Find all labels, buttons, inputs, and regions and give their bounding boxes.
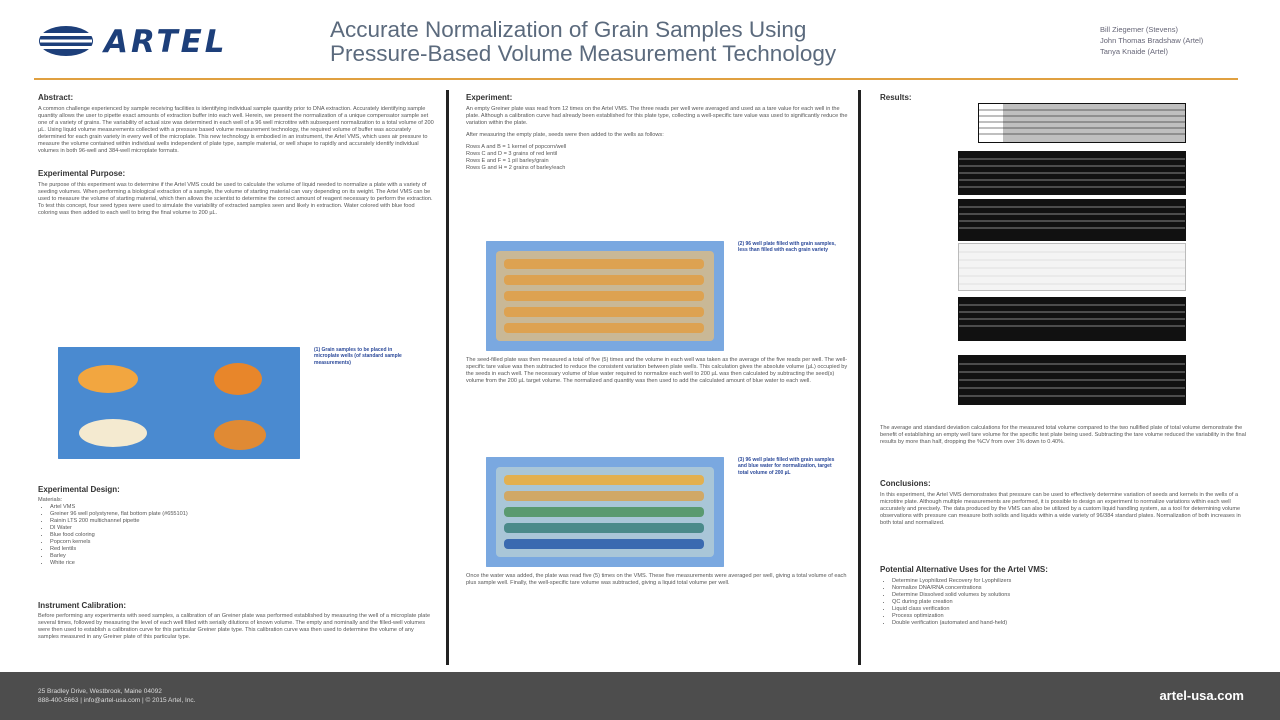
photo1-caption: (1) Grain samples to be placed in microplate wells (of standard sample measurements) xyxy=(314,347,402,366)
experiment-text-4: Once the water was added, the plate was read five (5) times on the VMS. These five measurements were averaged per well, giving a total volume of each plus sample well. Finally, the well-specific tare volume was subtracted, giving a liquid total volume per well. xyxy=(466,573,847,586)
results-table-2 xyxy=(958,151,1186,195)
list-item: • Determine Lyophilized Recovery for Lyophilizers xyxy=(892,578,1246,585)
list-item: • Rainin LTS 200 multichannel pipette xyxy=(50,518,434,525)
results-text: The average and standard deviation calculations for the measured total volume compared to the two nullified plate of total volume demonstrate the benefit of establishing an empty well tare volume for the specific test plate being used. Subtracting the tare volume reduced the variability in the final results by more than half, dropping the %CV from over 1% down to 0.40%. xyxy=(880,425,1246,445)
grain-samples-photo xyxy=(58,347,300,459)
list-item: • Normalize DNA/RNA concentrations xyxy=(892,585,1246,592)
results-heading: Results: xyxy=(880,93,912,102)
footer-street: 25 Bradley Drive, Westbrook, Maine 04092 xyxy=(38,688,162,695)
results-table-3 xyxy=(958,199,1186,241)
table-3-grid xyxy=(959,200,1185,240)
footer-website: artel-usa.com xyxy=(1159,688,1244,703)
calibration-heading: Instrument Calibration: xyxy=(38,601,127,610)
abstract-text: A common challenge experienced by sample receiving facilities is identifying individual sample quantity prior to DNA extraction. Accurately identifying sample quantity allows the user to pipette exact amounts of extraction buffer into each well. Herein, we present the normalization of a unique compensator sample set one of a variety of grains. The variability of actual size was determined in each well of a 96 well microtitre with subsequent normalization to a total volume of 200 µL. Using liquid volume measurements collected with a pressure based volume measurement technology, the required volume of buffer was accurately determined for each grain variety in every well of the microplate. This new technology is embodied in an instrument, the Artel VMS, which uses air pressure to measure the volume contained within individual wells independent of plate type, sample material, or well shape to rapidly and accurately identify individual volumes in both 96-well and 384-well microplate formats. xyxy=(38,106,434,154)
poster-title xyxy=(330,18,1050,66)
column-right xyxy=(880,93,1246,658)
design-heading: Experimental Design: xyxy=(38,485,120,494)
list-item: • Liquid class verification xyxy=(892,606,1246,613)
author-3: Tanya Knaide (Artel) xyxy=(1100,47,1168,56)
design-section xyxy=(38,485,434,567)
list-item: • White rice xyxy=(50,560,434,567)
list-item: • Greiner 96 well polystyrene, flat bottom plate (#655101) xyxy=(50,511,434,518)
plate-grain-illustration xyxy=(486,241,724,351)
purpose-text: The purpose of this experiment was to determine if the Artel VMS could be used to calculate the volume of liquid needed to normalize a plate with a variety of seeding volumes. When performing a biological extraction of a sample, the volume of starting material can vary depending on its weight. The Artel VMS can be used to measure the volume of starting material, which then allows the scientist to determine the correct amount of reagent necessary to perform the extraction. To test this concept, four seed types were used to simulate the variability of extracted samples seen and likely in extraction. Water colored with blue food coloring was then added to each well to bring the final volume to 200 µL. xyxy=(38,182,433,216)
calibration-text: Before performing any experiments with seed samples, a calibration of an Greiner plate was performed established by measuring the well of a microplate plate several times, followed by measuring the level of each well filled with serially dilutions of known volume. The empty and nominally and the filled-well volumes were then used to establish a calibration curve for this particular Greiner plate type. This calibration curve was then used to determine the volume of any samples measured in any Greiner plate of this particular type. xyxy=(38,613,431,640)
author-1: Bill Ziegemer (Stevens) xyxy=(1100,25,1178,34)
list-item: Rows G and H = 2 grains of barley/each xyxy=(466,165,566,171)
plate-grain-photo xyxy=(486,241,724,351)
table-1-grid xyxy=(979,104,1185,142)
materials-label: Materials: xyxy=(38,497,63,503)
results-table-4 xyxy=(958,243,1186,291)
list-item: • DI Water xyxy=(50,525,434,532)
photo2-caption: (2) 96 well plate filled with grain samples, less than filled with each grain variety xyxy=(738,241,836,254)
table-5-grid xyxy=(959,298,1185,340)
plate-water-illustration xyxy=(486,457,724,567)
experiment-heading: Experiment: xyxy=(466,93,513,102)
photo3-caption: (3) 96 well plate filled with grain samples and blue water for normalization, target total volume of 200 µL xyxy=(738,457,835,476)
header-divider xyxy=(34,78,1238,80)
column-divider-1 xyxy=(446,90,449,665)
logo-wordmark: ARTEL xyxy=(104,24,228,60)
results-table-6 xyxy=(958,355,1186,405)
experiment-text-2: After measuring the empty plate, seeds were then added to the wells as follows: xyxy=(466,132,664,138)
footer-contact: 888-400-5663 | info@artel-usa.com | © 2015 Artel, Inc. xyxy=(38,697,196,704)
title-line-2: Pressure-Based Volume Measurement Technology xyxy=(330,41,837,66)
poster-footer xyxy=(0,672,1280,720)
list-item: Rows A and B = 1 kernel of popcorn/well xyxy=(466,144,567,150)
alternative-uses-list xyxy=(880,578,1246,627)
list-item: • Barley xyxy=(50,553,434,560)
column-middle xyxy=(466,93,848,658)
list-item: • Blue food coloring xyxy=(50,532,434,539)
list-item: • QC during plate creation xyxy=(892,599,1246,606)
conclusions-text: In this experiment, the Artel VMS demonstrates that pressure can be used to effectively determine variation of seeds and kernels in the wells of a microtitre plate. Although multiple measurements are performed, it is possible to design an experiment to normalize variations within each well accurately and precisely. The data produced by the VMS can also be utilized by a custom liquid handling system, as a tool for determining volume observations with pressure can measure both solids and liquids within a wide variety of 96/384 standard plates. Normalization of both increases in both total and normalized. xyxy=(880,492,1241,526)
title-line-1: Accurate Normalization of Grain Samples Using xyxy=(330,17,807,42)
purpose-heading: Experimental Purpose: xyxy=(38,169,126,178)
artel-globe-icon xyxy=(38,24,98,58)
conclusions-heading: Conclusions: xyxy=(880,479,931,488)
table-4-grid xyxy=(959,244,1185,290)
table-2-grid xyxy=(959,152,1185,194)
alternative-uses-section xyxy=(880,565,1246,627)
list-item: • Red lentils xyxy=(50,546,434,553)
column-left xyxy=(38,93,434,658)
artel-logo xyxy=(38,24,288,58)
list-item: • Artel VMS xyxy=(50,504,434,511)
materials-list xyxy=(38,504,434,567)
list-item: • Double verification (automated and hand-held) xyxy=(892,620,1246,627)
author-list xyxy=(1100,24,1203,57)
seed-rows-list xyxy=(466,144,848,172)
conclusions-section xyxy=(880,479,1246,527)
grain-samples-illustration xyxy=(58,347,300,459)
list-item: Rows E and F = 1 pil barley/grain xyxy=(466,158,549,164)
column-divider-2 xyxy=(858,90,861,665)
plate-water-photo xyxy=(486,457,724,567)
poster-header xyxy=(0,0,1280,78)
results-table-5 xyxy=(958,297,1186,341)
author-2: John Thomas Bradshaw (Artel) xyxy=(1100,36,1204,45)
list-item: Rows C and D = 3 grains of red lentil xyxy=(466,151,558,157)
list-item: • Process optimization xyxy=(892,613,1246,620)
footer-address xyxy=(38,687,196,705)
calibration-section xyxy=(38,601,434,641)
table-6-grid xyxy=(959,356,1185,404)
list-item: • Determine Dissolved solid volumes by solutions xyxy=(892,592,1246,599)
results-table-1 xyxy=(978,103,1186,143)
alternative-uses-heading: Potential Alternative Uses for the Artel VMS: xyxy=(880,565,1048,574)
experiment-text-1: An empty Greiner plate was read from 12 times on the Artel VMS. The three reads per well were averaged and used as a tare value for each well in the plate. Although a calibration curve had already been established for this plate type, collecting a well-specific tare value was used to significantly reduce the variation within the plate. xyxy=(466,106,848,126)
abstract-heading: Abstract: xyxy=(38,93,74,102)
experiment-text-3: The seed-filled plate was then measured a total of five (5) times and the volume in each well was taken as the average of the five reads per well. The well-specific tare value was then subtracted to reduce the consistent variation between plate wells. This calculation gives the absolute volume (µL) occupied by the seeds in each well. The necessary volume of blue water required to normalize each well to 200 µL was then calculated by subtracting the seed(s) volume from the 200 µL target volume. The normalized and quantity was then used to add the calculated amount of blue water to each well. xyxy=(466,357,848,384)
list-item: • Popcorn kernels xyxy=(50,539,434,546)
